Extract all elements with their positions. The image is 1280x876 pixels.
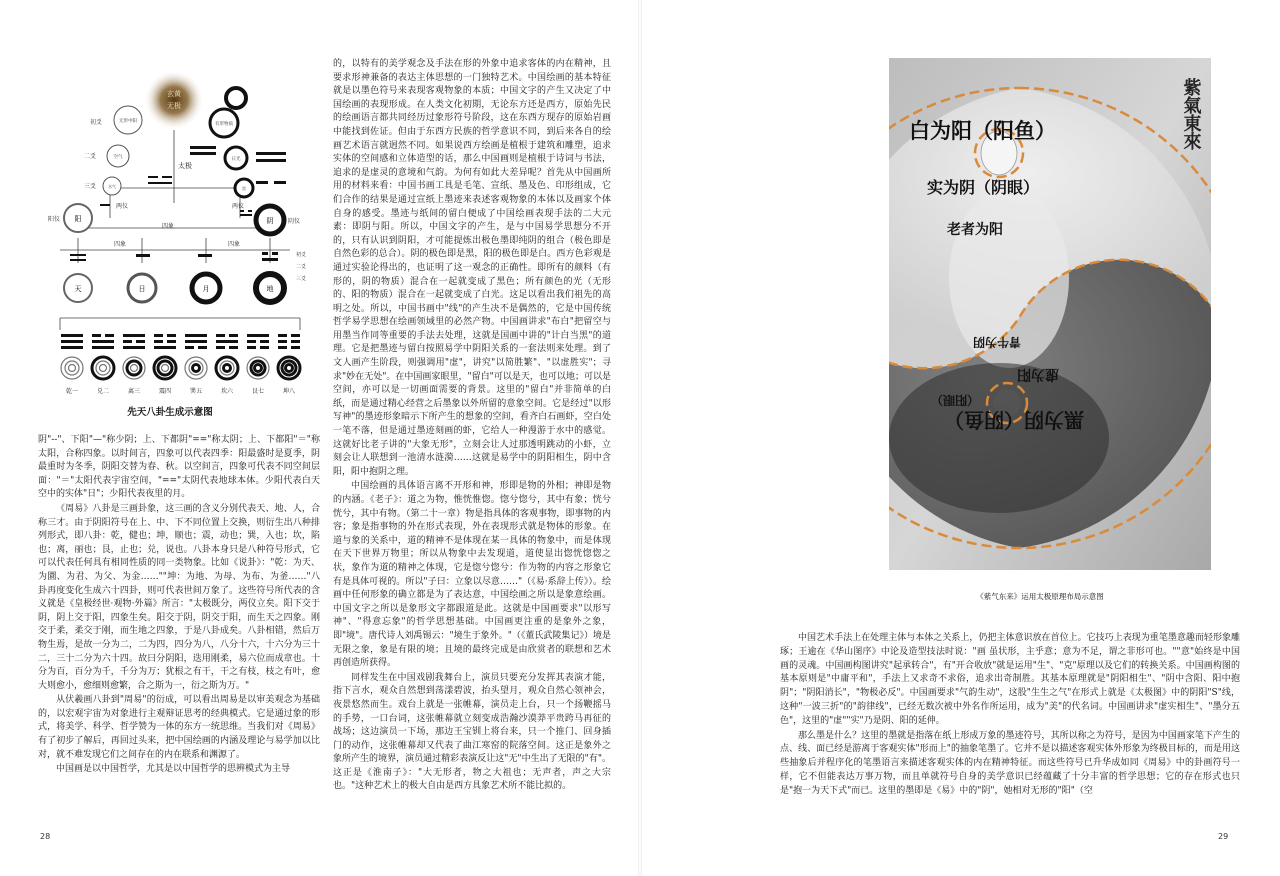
trigram-names	[66, 387, 295, 395]
trigram-ring	[61, 357, 83, 379]
painting-zi-qi-dong-lai	[889, 58, 1211, 570]
bagua-diagram	[40, 68, 320, 398]
yao-label-b: 二爻	[296, 264, 307, 270]
taiji-label: 太极	[178, 162, 192, 170]
row-label-3: 三爻	[84, 183, 97, 190]
left-column-a	[38, 434, 320, 836]
paragraph: 中国绘画的具体语言离不开形和神，形即是物的外相；神即是物的内涵。《老子》：道之为物，惟恍惟惚。惚兮惚兮，其中有象；恍兮恍兮，其中有物。（第二十一章）物是指具体的客观事物，即事物的内容；象是指事物的外在形式表现，外在表现形式就是物体的形象。在道与象的关系中，道的精神不是体现在某一具体的物象中，而是体现在天下世界万物里；所以从物象中去发现道，道使显出惚恍惚惚之状，象作为道的精神之体现，它是惚兮惚兮：作为物的内容之形象它有是具体可视的。所以"子曰：立象以尽意……"（《易·系辞上传》）。绘画中任何形象的确立都是为了表达意，中国绘画之所以是象意绘画。中国文字之所以是象形文字都跟道是此。这就是中国画要求"以形写神"、"得意忘象"的哲学思想基础。中国画更注重的是象外之象，即"境"。唐代诗人刘禹锡云："境生于象外。"（《董氏武陵集记》）境是无限之象，象是有限的境；且境的最终完成是由欣赏者的联想和艺术再创造所获得。	[333, 481, 611, 669]
trigram-ring	[127, 361, 141, 375]
page-number-right: 29	[1218, 832, 1229, 841]
paragraph: 中国艺术手法上在处理主体与本体之关系上，仍把主体意识放在首位上。它技巧上表现为重笔墨意趣而轻形象雕琢；王逾在《华山图序》中论及造型技法时说："画 虽状形，主乎意；意为不足，谓之非形可也。""意"始终是中国画的灵魂。中国画构图讲究"起承转合"，有"开合收放"就是运用"生"、"克"原理以及它们的转换关系。中国画构图的基本原则是"中庸平和"，手法上又求奇不求俗，追求出奇制胜。其基本原理就是"阴阳相生"、"阴中含阳、阳中抱阴"；"阴阳消长"，"物极必反"。中国画要求"气韵生动"，这股"生生之气"在形式上就是《太极图》中的阴阳"S"线，这种"一波三折"的"韵律线"，已经无数次被中外名作所运用，成为"美"的代名词。中国画讲求"虚实相生"、"墨分五色"，这里的"虚""实"乃是阴、阳的延伸。	[780, 633, 1240, 726]
label-black-yin: 黑为阴（阴鱼）	[944, 408, 1084, 432]
trigram-name-4: 震四	[158, 388, 172, 395]
yang-line	[154, 346, 176, 349]
yin-line	[278, 340, 287, 343]
yin-line	[123, 340, 132, 343]
yang-line	[61, 346, 83, 349]
wuji-label-2: 无极	[167, 102, 181, 110]
yang-circle-label: 阳	[74, 215, 82, 223]
bagua-caption: 先天八卦生成示意图	[127, 407, 213, 418]
yang-top-circle	[226, 88, 246, 108]
yin-line	[291, 346, 300, 349]
painting-title-calligraphy: 紫氣東來	[1180, 78, 1202, 150]
trigram-ring	[131, 365, 138, 372]
trigram-ring	[224, 365, 231, 372]
yin-line	[185, 346, 194, 349]
yao-label-a: 初爻	[296, 252, 307, 258]
yin-line	[229, 346, 238, 349]
paragraph: 阴"--"、下阳"—"称少阴；上、下都阴"=="称太阴；上、下都阳"＝"称太阳，合称四象。以时间言，四象可以代表四季：阳最盛时是夏季，阴最重时为冬季，阴阳交替为春、秋。以空间言，四象可代表不同空间层面："＝"太阳代表宇宙空间，"=="太阴代表地球本体。少阳代表白天空中的实体"日"；少阳代表夜里的月。	[38, 435, 320, 500]
trigram-ring	[162, 365, 169, 372]
yin-line	[229, 334, 238, 337]
trigram-ring	[185, 357, 207, 379]
yin-line	[278, 334, 287, 337]
yang-line	[61, 340, 83, 343]
trigram-ring	[216, 357, 238, 379]
yin-line	[216, 346, 225, 349]
trigram-ring	[69, 365, 76, 372]
yin-line	[167, 340, 176, 343]
yin-circle-label: 阴	[266, 217, 274, 225]
yin-line	[154, 340, 163, 343]
trigram-name-2: 兑二	[96, 388, 110, 395]
wuji-circle	[144, 70, 204, 130]
bull-figure	[889, 363, 1109, 513]
paragraph: 《周易》八卦是三画卦象，这三画的含义分别代表天、地、人，合称三才。由于阴阳符号在上、中、下不同位置上交换，则衍生出八种排列形式，即八卦：乾，健也；坤，顺也；震，动也；巽，入也；坎，陷也；离，丽也；艮，止也；兑，说也。八卦本身只是八种符号形式，它可以代表任何具有相同性质的同一类物象。比如《说卦》："乾：为天、为圜、为君、为父、为金……""坤：为地、为母、为布、为釜……"八卦再度变化生成六十四卦，则可代表世间万象了。这些符号所代表的含义就是《皇极经世·观物·外篇》所言："太极既分，两仪立矣。阳下交于阴，阴上交于阳，四象生矣。阳交于阴，阴交于阳，而生天之四象。刚交于柔，柔交于刚，而生地之四象，于是八卦成矣。八卦相错，然后万物生焉，是故一分为二，二为四，四分为八，八分十六，十六分为三十二，三十二分为六十四。故曰分阴阳，迭用刚柔，易六位而成章也。十分为百，百分为千，千分为万；犹根之有干，干之有枝，枝之有叶，愈大则愈小，愈细则愈繁，合之斯为一，衍之斯为万。"	[38, 503, 320, 691]
trigram-ring	[286, 365, 293, 372]
yin-line	[198, 346, 207, 349]
yang-line	[92, 346, 114, 349]
yin-line	[92, 334, 101, 337]
trigram-ring	[100, 365, 107, 372]
row-label-2: 二爻	[84, 153, 97, 160]
four-circle-tian-label: 天	[74, 285, 82, 293]
paragraph: 同样发生在中国戏剧我舞台上，演员只要充分发挥其表演才能，指下言水，观众自然想到荡漾碧波，抬头望月，观众自然心领神会，夜景悠然而生。戏台上就是一张帷幕，演员走上台，只一个扬鞭摇马的手势，一口台词，这张帷幕就立刻变成浩瀚沙漠莽平贵跨马再征的战场；这边演员一下场，那边王宝钏上将台来，只一个推门、回身插门的动作，这张帷幕却又代表了曲江寒窑的院落空间。这正是象外之象所产生的境界，演员通过精彩表演反让这"无"中生出了无限的"有"。这正是《淮南子》："大无形者，物之大祖也；无声者，声之大宗也。"这种艺术上的极大自由是西方具象艺术所不能比拟的。	[333, 672, 611, 792]
yang-line	[185, 340, 207, 343]
trigram-name-5: 巽五	[189, 388, 203, 395]
trigram-ring	[193, 365, 200, 372]
trigram-bars	[61, 334, 300, 349]
yin-line	[167, 334, 176, 337]
trigram-ring	[158, 361, 172, 375]
yin-line	[278, 346, 287, 349]
yang-line	[185, 334, 207, 337]
label-solid-yin: 实为阴（阴眼）	[927, 178, 1040, 197]
right-circle-3-label: 雷	[242, 186, 246, 191]
paragraph: 的，以特有的美学观念及手法在形的外象中追求客体的内在精神，且要求形神兼备的表达主体思想的一门独特艺术。中国绘画的基本特征就是以墨色符号来表现客观物象的本质；中国文字的产生又决定了中国绘画的表现形成。在人类文化初期，无论东方还是西方，原始先民的绘画语言都共同经历过象形符号阶段，这在东西方现存的原始岩画中能找到佐证。但由于东西方民族的哲学意识不同，到后来各自的绘画艺术语言就迥然不同。如果说西方绘画是植根于建筑和雕塑，追求实体的空间感和立体造型的话，那么中国画则是植根于诗词与书法，追求的是虚灵的意境和气韵。为何有如此大差异呢？首先从中国画所用的材料来看：中国书画工具是毛笔、宣纸、墨及色、印形组成，它们合作的结果是通过宣纸上墨迹来表述客观物象的本体以及画家个体自身的感受。墨迹与纸间的留白便成了中国绘画表现手法的二大元素：即阴与阳。所以，中国文字的产生，是与中国易学思想分不开的，只有认识到阴阳，才可能提炼出极色墨即纯阴的组合（极色即是自然色彩的总合）。阴的极色即是黑，阳的极色即是白。西方色彩观是通过实验论得出的，也证明了这一观念的正确性。即所有的颜料（有形的，阴的物质）混合在一起就变成了黑色；所有颜色的光（无形的、阳的物质）混合在一起就变成了白光。这足以看出我们祖先的高明之处。所以，中国书画中"线"的产生决不是偶然的，它是中国传统哲学易学思想在绘画领域里的必然产物。中国画讲求"布白"把留空与用墨当作同等重要的手法去处理，这就是国画中讲的"计白当黑"的道理。它是把墨迹与留白按照易学中阴阳关系的一套法则来处理。到了文人画产生阶段，则强调用"虚"，讲究"以简胜繁"、"以虚胜实"；寻求"妙在无处"。在中国画家眼里，"留白"可以是天，也可以地；可以是空间，亦可以是一切画面需要的背景。这里的"留白"并非简单的白纸，而是通过精心经营之后墨象以外所留的意象空间。它是经过"以形写神"的墨迹形象暗示下所产生的想象的空间，看齐白石画虾，空白处一笔不落，但是通过墨迹刻画的虾，它给人一种漫游于水中的感觉。这就好比老子讲的"大象无形"，立刻会让人过那透明跳动的小虾，立刻会让人联想到一池清水涟漪……这就是易学中的阴阳相生，阴中含阳，阳中抱阴之理。	[333, 59, 611, 477]
mid-label: 四象	[162, 223, 175, 230]
four-circle-yue-label: 月	[202, 285, 210, 293]
trigram-ring	[96, 361, 110, 375]
yin-line	[291, 334, 300, 337]
label-elder-yang: 老者为阳	[947, 222, 1003, 238]
right-page	[640, 0, 1280, 876]
liangyi-right: 两仪	[232, 203, 245, 210]
four-circle-di-label: 地	[266, 285, 274, 293]
left-circle-1-label: 无形中阳	[119, 119, 137, 124]
paragraph: 中国画是以中国哲学，尤其是以中国哲学的思辨模式为主导	[56, 764, 291, 775]
label-void-yang: 虚为阳	[1017, 366, 1059, 382]
sixiang-right: 四象	[228, 241, 241, 248]
yang-line	[123, 346, 145, 349]
yin-line	[105, 334, 114, 337]
page-number-left: 28	[40, 832, 51, 841]
trigram-ring	[65, 361, 79, 375]
trigram-name-8: 坤八	[282, 388, 296, 395]
wuji-label-1: 玄黄	[167, 90, 181, 98]
trigram-name-7: 艮七	[251, 388, 265, 395]
left-column-b	[333, 58, 611, 836]
yin-line	[260, 340, 269, 343]
yin-line	[216, 334, 225, 337]
left-circle-2-label: 空气	[113, 155, 123, 160]
yang-line	[61, 334, 83, 337]
right-circle-2-label: 日光	[231, 157, 241, 162]
paragraph: 从伏羲画八卦到"周易"的衍成，可以看出周易是以审美观念为基础的，以宏观宇宙为对象进行主观辩证思考的经典模式。它是通过象的形式，将美学、科学、哲学赞为一体的东方一统思维。当我们对《周易》有了初步了解后，再回过头来，把中国绘画的内涵及理论与易学加以比对，就不难发现它们之间存在的内在联系和渊源了。	[38, 695, 320, 760]
paragraph: 那么墨是什么？这里的墨就是指落在纸上形成万象的墨迹符号，其所以称之为符号，是因为中国画家笔下产生的点、线、面已经是游离于客观实体"形而上"的抽象笔墨了。它并不是以描述客观实体外形象为终极目标的，而是用这些抽象后并程序化的笔墨语言来描述客观实体的内在精神特征。而这些符号已升华成如同《周易》中的卦画符号一样，它不但能表达万事万物，而且单就符号自身的美学意识已经蕴藏了十分丰富的哲学思想；它的存在形式也只是"抱一为天下式"而已。这里的墨即是《易》中的"阴"，她相对无形的"阳"（空	[780, 730, 1240, 796]
yin-line	[136, 340, 145, 343]
right-circle-1-label: 有形物质	[215, 122, 233, 127]
yang-line	[216, 340, 238, 343]
trigram-name-3: 离三	[127, 388, 141, 395]
four-circle-ri-label: 日	[138, 285, 146, 293]
label-white-yang: 白为阳（阳鱼）	[909, 119, 1056, 143]
sixiang-left: 四象	[114, 241, 127, 248]
yin-yi-label: 阴仪	[288, 218, 301, 225]
trigram-name-6: 坎六	[220, 388, 234, 395]
right-column	[780, 632, 1240, 848]
yin-line	[291, 340, 300, 343]
left-circle-3-label: 水气	[108, 184, 116, 189]
yang-line	[123, 334, 145, 337]
liangyi-left: 两仪	[116, 203, 129, 210]
trigram-ring	[92, 357, 114, 379]
label-yang-eye: （阳眼）	[930, 393, 979, 407]
yin-line	[247, 346, 256, 349]
yin-line	[260, 346, 269, 349]
trigram-circles	[61, 357, 300, 379]
yang-line	[92, 340, 114, 343]
yao-label-c: 三爻	[296, 276, 307, 282]
label-bull-yin: 青牛为阴	[972, 335, 1021, 349]
yang-line	[247, 334, 269, 337]
yinyang-overlay	[889, 58, 1211, 570]
row-label-1: 初爻	[90, 119, 103, 126]
yin-line	[247, 340, 256, 343]
trigram-name-1: 乾一	[65, 388, 79, 395]
yinyang-caption: 《紫气东来》运用太极原理布局示意图	[976, 592, 1104, 601]
trigram-ring	[255, 365, 262, 372]
yang-yi-label: 阳仪	[48, 216, 61, 223]
yin-line	[154, 334, 163, 337]
